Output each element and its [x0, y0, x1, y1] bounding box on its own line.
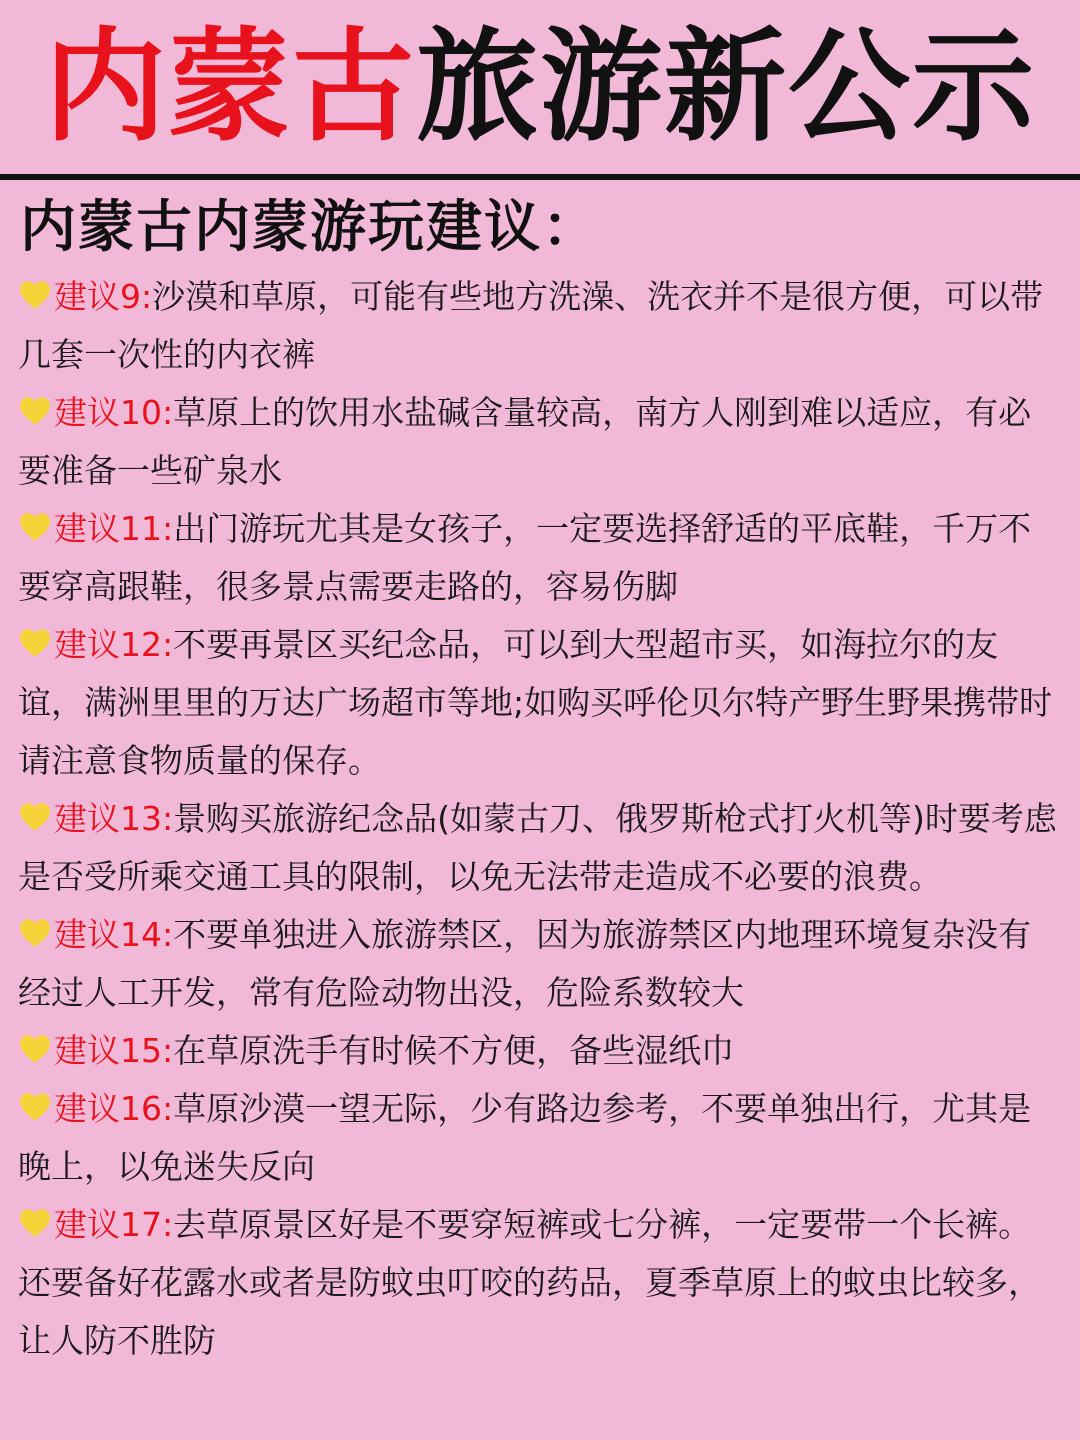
tip-text: 在草原洗手有时候不方便，备些湿纸巾 [173, 1031, 735, 1070]
tips-list [18, 268, 1058, 1370]
title-black-part: 旅游新公示 [416, 16, 1036, 158]
section-heading: 内蒙古内蒙游玩建议： [20, 195, 600, 260]
tip-text: 出门游玩尤其是女孩子，一定要选择舒适的平底鞋，千万不要穿高跟鞋，很多景点需要走路的，容易伤脚 [18, 509, 1032, 606]
tip-label: 建议9: [54, 277, 153, 316]
tip-label: 建议13: [54, 799, 174, 838]
tip-label: 建议17: [54, 1205, 174, 1244]
tip-label: 建议14: [54, 915, 174, 954]
tip-text: 草原上的饮用水盐碱含量较高，南方人刚到难以适应，有必要准备一些矿泉水 [18, 393, 1032, 490]
tip-item [18, 906, 1058, 1022]
yellow-heart-icon [18, 394, 52, 428]
tip-label: 建议11: [54, 509, 174, 548]
yellow-heart-icon [18, 1032, 52, 1066]
tip-item [18, 384, 1058, 500]
tip-item [18, 1080, 1058, 1196]
tip-text: 草原沙漠一望无际，少有路边参考，不要单独出行，尤其是晚上，以免迷失反向 [18, 1089, 1032, 1186]
tip-label: 建议15: [54, 1031, 174, 1070]
tip-label: 建议10: [54, 393, 174, 432]
tip-label: 建议16: [54, 1089, 174, 1128]
title-red-part: 内蒙古 [44, 16, 416, 158]
tip-text: 不要再景区买纪念品，可以到大型超市买，如海拉尔的友谊，满洲里里的万达广场超市等地;如购买呼伦贝尔特产野生野果携带时请注意食物质量的保存。 [18, 625, 1053, 780]
tip-text: 景购买旅游纪念品(如蒙古刀、俄罗斯枪式打火机等)时要考虑是否受所乘交通工具的限制，以免无法带走造成不必要的浪费。 [18, 799, 1057, 896]
yellow-heart-icon [18, 278, 52, 312]
tip-text: 沙漠和草原，可能有些地方洗澡、洗衣并不是很方便，可以带几套一次性的内衣裤 [18, 277, 1044, 374]
title-divider [0, 174, 1080, 180]
yellow-heart-icon [18, 510, 52, 544]
tip-text: 不要单独进入旅游禁区，因为旅游禁区内地理环境复杂没有经过人工开发，常有危险动物出没，危险系数较大 [18, 915, 1032, 1012]
tip-text: 去草原景区好是不要穿短裤或七分裤，一定要带一个长裤。还要备好花露水或者是防蚊虫叮咬的药品，夏季草原上的蚊虫比较多，让人防不胜防 [18, 1205, 1041, 1360]
tip-item [18, 1196, 1058, 1370]
yellow-heart-icon [18, 916, 52, 950]
tip-item [18, 790, 1058, 906]
tip-item [18, 1022, 1058, 1080]
yellow-heart-icon [18, 1090, 52, 1124]
page-title [0, 0, 1080, 174]
tip-item [18, 616, 1058, 790]
yellow-heart-icon [18, 1206, 52, 1240]
yellow-heart-icon [18, 800, 52, 834]
tip-item [18, 500, 1058, 616]
tip-item [18, 268, 1058, 384]
yellow-heart-icon [18, 626, 52, 660]
tip-label: 建议12: [54, 625, 174, 664]
